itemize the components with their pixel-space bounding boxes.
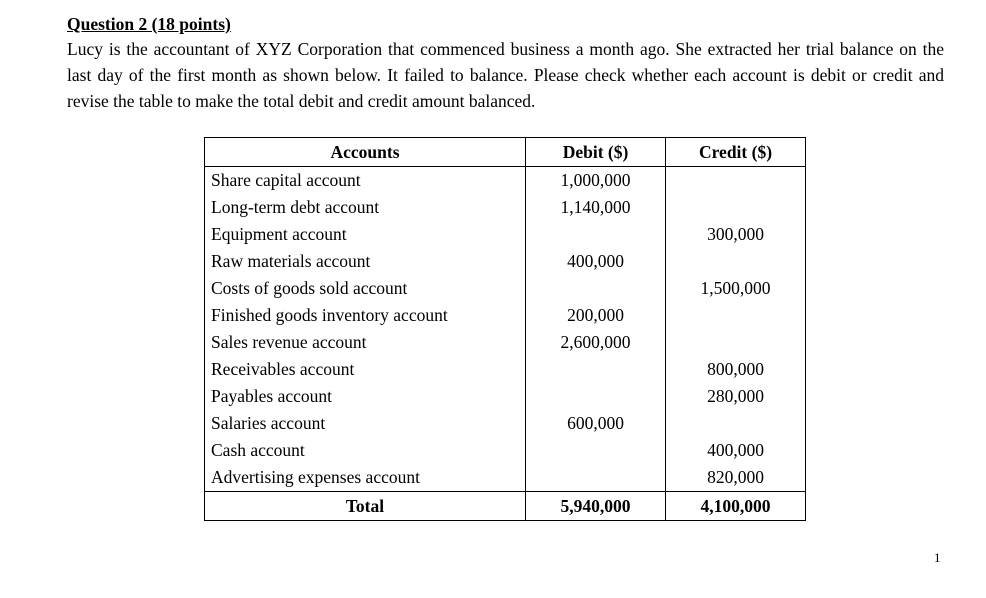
debit-amount xyxy=(526,275,666,302)
debit-amount: 2,600,000 xyxy=(526,329,666,356)
table-row xyxy=(205,248,806,275)
credit-amount xyxy=(666,248,806,275)
debit-amount xyxy=(526,383,666,410)
accounts-header: Accounts xyxy=(205,138,526,167)
question-title: Question 2 (18 points) xyxy=(67,14,231,34)
credit-amount: 400,000 xyxy=(666,437,806,464)
table-row xyxy=(205,329,806,356)
debit-amount: 200,000 xyxy=(526,302,666,329)
table-header-row xyxy=(205,138,806,167)
table-row xyxy=(205,302,806,329)
debit-header: Debit ($) xyxy=(526,138,666,167)
account-name: Sales revenue account xyxy=(205,329,526,356)
debit-amount xyxy=(526,356,666,383)
account-name: Share capital account xyxy=(205,167,526,195)
table-row xyxy=(205,383,806,410)
trial-balance-table xyxy=(204,137,806,521)
total-label: Total xyxy=(205,492,526,521)
account-name: Receivables account xyxy=(205,356,526,383)
credit-amount: 300,000 xyxy=(666,221,806,248)
credit-amount: 1,500,000 xyxy=(666,275,806,302)
debit-amount xyxy=(526,437,666,464)
credit-amount: 820,000 xyxy=(666,464,806,492)
credit-amount xyxy=(666,329,806,356)
debit-amount: 1,140,000 xyxy=(526,194,666,221)
table-row xyxy=(205,356,806,383)
table-row xyxy=(205,410,806,437)
debit-amount xyxy=(526,464,666,492)
table-row xyxy=(205,437,806,464)
account-name: Payables account xyxy=(205,383,526,410)
page-number: 1 xyxy=(934,550,941,565)
table-row xyxy=(205,275,806,302)
total-row xyxy=(205,492,806,521)
credit-amount xyxy=(666,410,806,437)
account-name: Equipment account xyxy=(205,221,526,248)
account-name: Finished goods inventory account xyxy=(205,302,526,329)
credit-amount: 800,000 xyxy=(666,356,806,383)
credit-header: Credit ($) xyxy=(666,138,806,167)
credit-amount: 280,000 xyxy=(666,383,806,410)
debit-amount: 400,000 xyxy=(526,248,666,275)
credit-amount xyxy=(666,167,806,195)
total-credit: 4,100,000 xyxy=(666,492,806,521)
credit-amount xyxy=(666,194,806,221)
account-name: Raw materials account xyxy=(205,248,526,275)
credit-amount xyxy=(666,302,806,329)
debit-amount: 1,000,000 xyxy=(526,167,666,195)
account-name: Salaries account xyxy=(205,410,526,437)
table-row xyxy=(205,221,806,248)
debit-amount: 600,000 xyxy=(526,410,666,437)
account-name: Costs of goods sold account xyxy=(205,275,526,302)
account-name: Advertising expenses account xyxy=(205,464,526,492)
account-name: Long-term debt account xyxy=(205,194,526,221)
total-debit: 5,940,000 xyxy=(526,492,666,521)
table-row xyxy=(205,194,806,221)
table-row xyxy=(205,464,806,492)
table-row xyxy=(205,167,806,195)
account-name: Cash account xyxy=(205,437,526,464)
question-text: Lucy is the accountant of XYZ Corporation that commenced business a month ago. She extracted her trial balance on the last day of the first month as shown below. It failed to balance. Please check whether each account is debit or credit and revise the table to make the total debit and credit amount balanced. xyxy=(67,39,944,111)
debit-amount xyxy=(526,221,666,248)
